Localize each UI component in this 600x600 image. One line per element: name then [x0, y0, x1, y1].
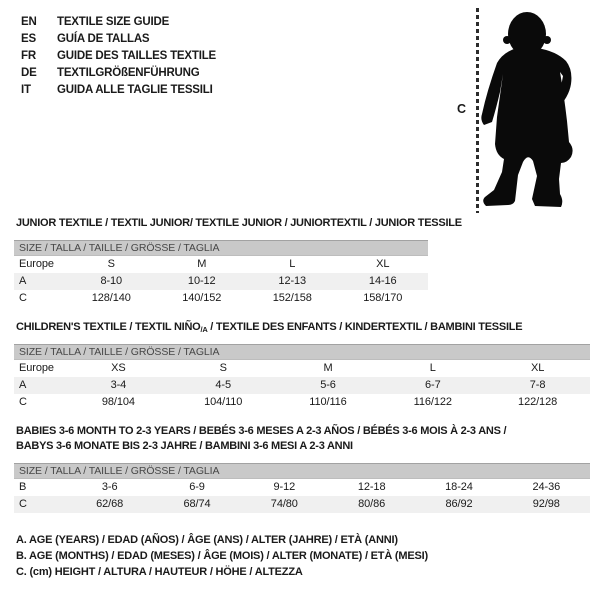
months-cell: 12-18	[357, 481, 386, 493]
size-cell: M	[197, 258, 207, 270]
months-cell: 24-36	[532, 481, 561, 493]
row-label: B	[19, 481, 27, 493]
children-title-pre: CHILDREN'S TEXTILE / TEXTIL NIÑO	[16, 321, 201, 333]
row-label: Europe	[19, 258, 54, 270]
months-cell: 18-24	[445, 481, 473, 493]
legend-line-b: B. AGE (MONTHS) / EDAD (MESES) / ÂGE (MOIS) / ALTER (MONATE) / ETÀ (MESI)	[16, 550, 428, 562]
height-cell: 128/140	[91, 292, 131, 304]
size-cell: L	[429, 362, 436, 374]
height-cell: 92/98	[532, 498, 560, 510]
legend-line-a: A. AGE (YEARS) / EDAD (AÑOS) / ÂGE (ANS) / ALTER (JAHRE) / ETÀ (ANNI)	[16, 534, 398, 546]
height-cell: 80/86	[358, 498, 386, 510]
legend-line-c: C. (cm) HEIGHT / ALTURA / HAUTEUR / HÖHE / ALTEZZA	[16, 566, 303, 578]
babies-section-title	[16, 424, 506, 454]
months-cell: 6-9	[189, 481, 205, 493]
row-label: C	[19, 396, 27, 408]
table-row	[14, 496, 590, 513]
lang-code: FR	[21, 49, 36, 62]
height-cell: 86/92	[445, 498, 473, 510]
age-cell: 7-8	[529, 379, 546, 391]
height-cell: 62/68	[96, 498, 124, 510]
table-row	[14, 479, 590, 496]
height-cell: 116/122	[413, 396, 452, 408]
size-cell: XL	[376, 258, 390, 270]
babies-title-line1: BABIES 3-6 MONTH TO 2-3 YEARS / BEBÉS 3-6 MESES A 2-3 AÑOS / BÉBÉS 3-6 MOIS À 2-3 ANS /	[16, 425, 507, 437]
lang-code: EN	[21, 15, 37, 28]
lang-title: GUIDE DES TAILLES TEXTILE	[57, 49, 216, 62]
lang-row-en	[21, 13, 216, 30]
size-cell: S	[219, 362, 227, 374]
row-label: C	[19, 292, 27, 304]
age-cell: 3-4	[110, 379, 127, 391]
babies-size-table	[14, 463, 590, 513]
row-label: A	[19, 379, 27, 391]
height-cell: 74/80	[270, 498, 298, 510]
height-cell: 98/104	[101, 396, 135, 408]
size-table-header: SIZE / TALLA / TAILLE / GRÖSSE / TAGLIA	[14, 344, 590, 360]
table-row	[14, 256, 428, 273]
lang-row-fr	[21, 47, 216, 64]
age-cell: 14-16	[368, 275, 397, 287]
age-cell: 5-6	[320, 379, 336, 391]
table-row	[14, 273, 428, 290]
table-row	[14, 394, 590, 411]
months-cell: 9-12	[273, 481, 296, 493]
size-cell: L	[289, 258, 296, 270]
row-label: C	[19, 498, 27, 510]
months-cell: 3-6	[101, 481, 118, 493]
age-cell: 4-5	[215, 379, 231, 391]
size-cell: XS	[111, 362, 126, 374]
lang-title: GUIDA ALLE TAGLIE TESSILI	[57, 83, 213, 96]
table-row	[14, 290, 428, 307]
junior-size-table	[14, 240, 428, 307]
size-cell: XL	[530, 362, 545, 374]
toddler-silhouette-image	[470, 3, 590, 218]
row-label: Europe	[19, 362, 54, 374]
children-size-table	[14, 344, 590, 411]
height-cell: 110/116	[309, 396, 347, 408]
height-cell: 152/158	[272, 292, 312, 304]
age-cell: 12-13	[278, 275, 307, 287]
table-row	[14, 377, 590, 394]
lang-title: GUÍA DE TALLAS	[57, 32, 150, 45]
age-cell: 8-10	[100, 275, 123, 287]
height-cell: 122/128	[518, 396, 558, 408]
babies-title-line2: BABYS 3-6 MONATE BIS 2-3 JAHRE / BAMBINI 3-6 MESI A 2-3 ANNI	[16, 440, 353, 452]
children-title-sub: /A	[200, 325, 208, 334]
junior-section-title: JUNIOR TEXTILE / TEXTIL JUNIOR/ TEXTILE JUNIOR / JUNIORTEXTIL / JUNIOR TESSILE	[16, 217, 462, 229]
height-cell: 158/170	[363, 292, 403, 304]
size-cell: S	[107, 258, 115, 270]
lang-code: ES	[21, 32, 36, 45]
measure-legend	[16, 532, 428, 580]
age-cell: 6-7	[424, 379, 441, 391]
row-label: A	[19, 275, 27, 287]
height-cell: 104/110	[204, 396, 243, 408]
height-measure-label: C	[457, 102, 467, 116]
lang-code: IT	[21, 83, 31, 96]
height-cell: 140/152	[182, 292, 222, 304]
lang-row-es	[21, 30, 216, 47]
children-title-post: / TEXTILE DES ENFANTS / KINDERTEXTIL / BAMBINI TESSILE	[207, 321, 523, 333]
children-section-title	[16, 320, 522, 337]
lang-code: DE	[21, 66, 37, 79]
lang-title: TEXTILGRÖßENFÜHRUNG	[57, 66, 200, 79]
language-title-block	[21, 13, 216, 98]
size-table-header: SIZE / TALLA / TAILLE / GRÖSSE / TAGLIA	[14, 240, 428, 256]
lang-row-de	[21, 64, 216, 81]
size-table-header: SIZE / TALLA / TAILLE / GRÖSSE / TAGLIA	[14, 463, 590, 479]
lang-title: TEXTILE SIZE GUIDE	[57, 15, 170, 28]
lang-row-it	[21, 81, 216, 98]
size-cell: M	[323, 362, 333, 374]
age-cell: 10-12	[187, 275, 216, 287]
height-cell: 68/74	[183, 498, 211, 510]
table-row	[14, 360, 590, 377]
